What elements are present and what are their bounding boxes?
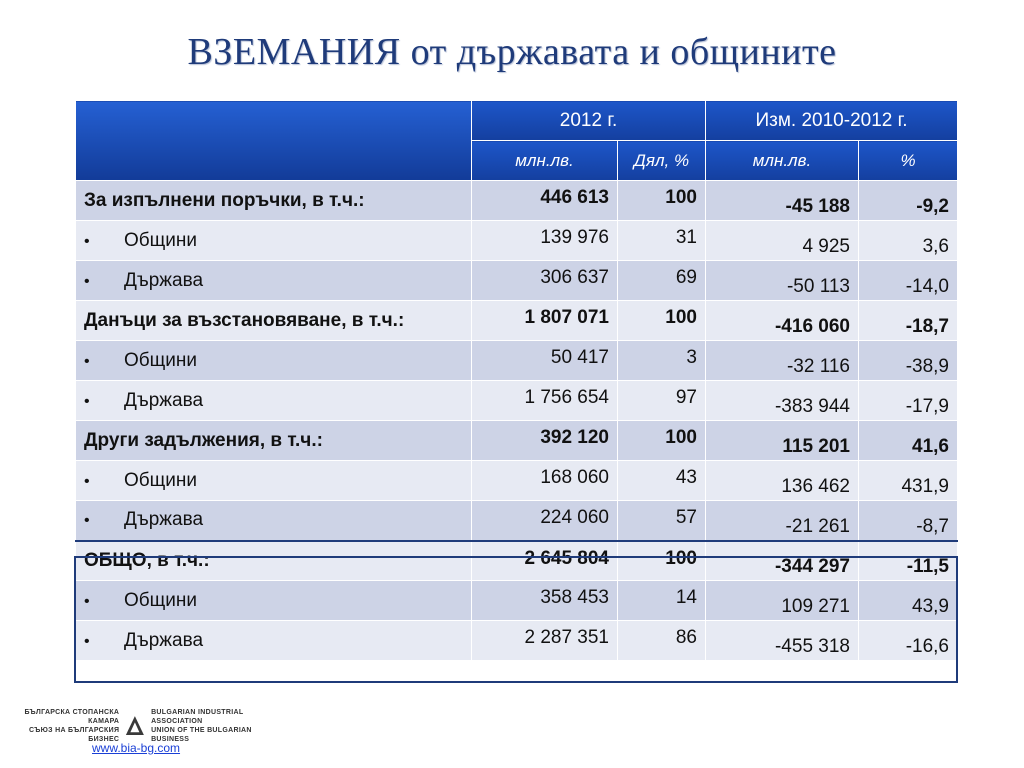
cell-2012: 50 417 [472, 341, 618, 381]
table-row [76, 261, 958, 301]
row-label-text: Общини [124, 589, 198, 611]
table-row [76, 301, 958, 341]
cell-change: -21 261 [706, 501, 859, 541]
cell-pct: -38,9 [859, 341, 958, 381]
logo-text-bg [4, 708, 119, 744]
row-label [76, 581, 472, 621]
row-label [76, 501, 472, 541]
row-label: ОБЩО, в т.ч.: [76, 541, 472, 581]
cell-pct: -14,0 [859, 261, 958, 301]
header-share: Дял, % [618, 141, 706, 181]
logo-left-line2: СЪЮЗ НА БЪЛГАРСКИЯ БИЗНЕС [28, 727, 120, 743]
header-pct: % [859, 141, 958, 181]
bullet-icon: • [84, 512, 90, 530]
cell-share: 100 [618, 541, 706, 581]
cell-2012: 139 976 [472, 221, 618, 261]
bullet-icon: • [84, 472, 90, 490]
bia-logo [4, 709, 282, 743]
row-label-text: Държава [124, 629, 204, 651]
cell-2012: 446 613 [472, 181, 618, 221]
cell-change: -45 188 [706, 181, 859, 221]
cell-change: 4 925 [706, 221, 859, 261]
cell-2012: 1 756 654 [472, 381, 618, 421]
cell-pct: -18,7 [859, 301, 958, 341]
table-row [76, 581, 958, 621]
row-label [76, 621, 472, 661]
logo-emblem-icon [125, 714, 145, 738]
cell-2012: 358 453 [472, 581, 618, 621]
header-row-1 [76, 101, 958, 141]
header-mln-2012: млн.лв. [472, 141, 618, 181]
cell-share: 43 [618, 461, 706, 501]
cell-change: 136 462 [706, 461, 859, 501]
cell-2012: 1 807 071 [472, 301, 618, 341]
table-row [76, 541, 958, 581]
cell-change: -50 113 [706, 261, 859, 301]
header-change: Изм. 2010-2012 г. [706, 101, 958, 141]
cell-pct: 431,9 [859, 461, 958, 501]
cell-share: 86 [618, 621, 706, 661]
data-table [75, 100, 958, 661]
cell-share: 69 [618, 261, 706, 301]
table-row [76, 421, 958, 461]
header-mln-change: млн.лв. [706, 141, 859, 181]
row-label: Други задължения, в т.ч.: [76, 421, 472, 461]
row-label-text: Държава [124, 269, 204, 291]
cell-pct: 41,6 [859, 421, 958, 461]
table-row [76, 501, 958, 541]
cell-pct: -11,5 [859, 541, 958, 581]
row-label: Данъци за възстановяване, в т.ч.: [76, 301, 472, 341]
table-row [76, 381, 958, 421]
table-row [76, 461, 958, 501]
logo-right-line1: BULGARIAN INDUSTRIAL ASSOCIATION [151, 709, 244, 725]
bullet-icon: • [84, 232, 90, 250]
cell-share: 100 [618, 181, 706, 221]
cell-pct: -8,7 [859, 501, 958, 541]
bullet-icon: • [84, 632, 90, 650]
header-2012: 2012 г. [472, 101, 706, 141]
cell-share: 3 [618, 341, 706, 381]
row-label [76, 341, 472, 381]
table-row [76, 181, 958, 221]
header-corner [76, 101, 472, 181]
cell-change: -416 060 [706, 301, 859, 341]
website-link[interactable]: www.bia-bg.com [92, 741, 181, 755]
table-row [76, 621, 958, 661]
cell-share: 31 [618, 221, 706, 261]
cell-change: -383 944 [706, 381, 859, 421]
cell-2012: 2 287 351 [472, 621, 618, 661]
cell-change: -455 318 [706, 621, 859, 661]
cell-change: 109 271 [706, 581, 859, 621]
table-row [76, 221, 958, 261]
page-title: ВЗЕМАНИЯ от държавата и общините [187, 31, 837, 73]
row-label [76, 381, 472, 421]
cell-2012: 168 060 [472, 461, 618, 501]
row-label-text: Държава [124, 389, 204, 411]
cell-2012: 306 637 [472, 261, 618, 301]
row-label-text: Общини [124, 469, 198, 491]
bullet-icon: • [84, 272, 90, 290]
bullet-icon: • [84, 352, 90, 370]
cell-change: 115 201 [706, 421, 859, 461]
logo-right-line2: UNION OF THE BULGARIAN BUSINESS [151, 727, 252, 743]
cell-share: 100 [618, 301, 706, 341]
cell-change: -32 116 [706, 341, 859, 381]
row-label-text: Държава [124, 509, 204, 531]
row-label [76, 461, 472, 501]
cell-pct: -17,9 [859, 381, 958, 421]
cell-2012: 2 645 804 [472, 541, 618, 581]
cell-share: 100 [618, 421, 706, 461]
cell-pct: -16,6 [859, 621, 958, 661]
cell-share: 14 [618, 581, 706, 621]
cell-pct: 43,9 [859, 581, 958, 621]
row-label-text: Общини [124, 229, 198, 251]
cell-2012: 224 060 [472, 501, 618, 541]
cell-share: 97 [618, 381, 706, 421]
logo-text-en [151, 708, 282, 744]
cell-pct: -9,2 [859, 181, 958, 221]
bullet-icon: • [84, 392, 90, 410]
cell-change: -344 297 [706, 541, 859, 581]
cell-2012: 392 120 [472, 421, 618, 461]
row-label [76, 221, 472, 261]
cell-share: 57 [618, 501, 706, 541]
logo-left-line1: БЪЛГАРСКА СТОПАНСКА КАМАРА [24, 709, 120, 725]
table-row [76, 341, 958, 381]
row-label-text: Общини [124, 349, 198, 371]
row-label: За изпълнени поръчки, в т.ч.: [76, 181, 472, 221]
cell-pct: 3,6 [859, 221, 958, 261]
row-label [76, 261, 472, 301]
bullet-icon: • [84, 592, 90, 610]
